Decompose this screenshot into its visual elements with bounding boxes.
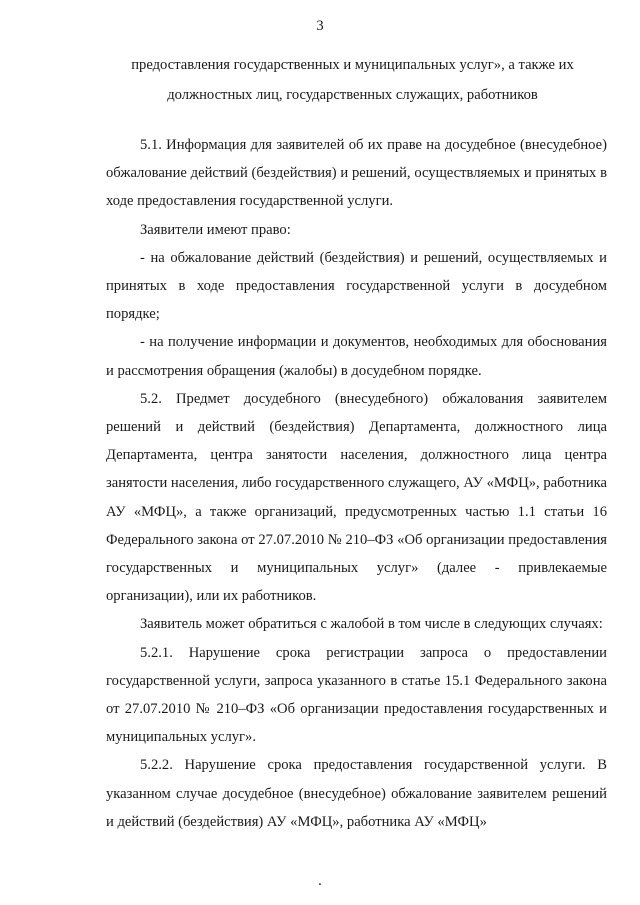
paragraph-5-1: 5.1. Информация для заявителей об их праве на досудебное (внесудебное) обжалование действий (бездействия) и решений, осуществляемых и принятых в ходе предоставления государственной услуги. <box>106 137 607 210</box>
paragraph-5-2-2: 5.2.2. Нарушение срока предоставления государственной услуги. В указанном случае досудебное (внесудебное) обжалование заявителем решений и действий (бездействия) АУ «МФЦ», работника АУ «МФЦ» <box>106 757 607 830</box>
paragraph-5-2-1: 5.2.1. Нарушение срока регистрации запроса о предоставлении государственной услуги, запроса указанного в статье 15.1 Федерального закона от 27.07.2010 № 210–ФЗ «Об организации предоставления государственных и муниципальных услуг». <box>106 644 607 746</box>
footer-mark: . <box>318 873 322 889</box>
heading-line-2: должностных лиц, государственных служащих, работников <box>167 87 538 103</box>
heading-line-1: предоставления государственных и муниципальных услуг», а также их <box>131 57 574 73</box>
paragraph-complaint-cases-intro: Заявитель может обратиться с жалобой в том числе в следующих случаях: <box>140 616 603 633</box>
paragraph-right-appeal: - на обжалование действий (бездействия) и решений, осуществляемых и принятых в ходе предоставления государственной услуги в досудебном порядке; <box>106 249 607 323</box>
page-number: 3 <box>316 18 324 34</box>
section-heading <box>110 50 595 110</box>
document-body <box>106 131 607 836</box>
paragraph-right-information: - на получение информации и документов, необходимых для обоснования и рассмотрения обращения (жалобы) в досудебном порядке. <box>106 334 607 379</box>
paragraph-5-2: 5.2. Предмет досудебного (внесудебного) обжалования заявителем решений и действий (бездействия) Департамента, должностного лица Департамента, центра занятости населения, должностного лица центра занятости населения, либо государственного служащего, АУ «МФЦ», работника АУ «МФЦ», а также организаций, предусмотренных частью 1.1 статьи 16 Федерального закона от 27.07.2010 № 210–ФЗ «Об организации предоставления государственных и муниципальных услуг» (далее - привлекаемые организации), или их работников. <box>106 390 607 605</box>
paragraph-applicants-rights-intro: Заявители имеют право: <box>140 221 291 238</box>
